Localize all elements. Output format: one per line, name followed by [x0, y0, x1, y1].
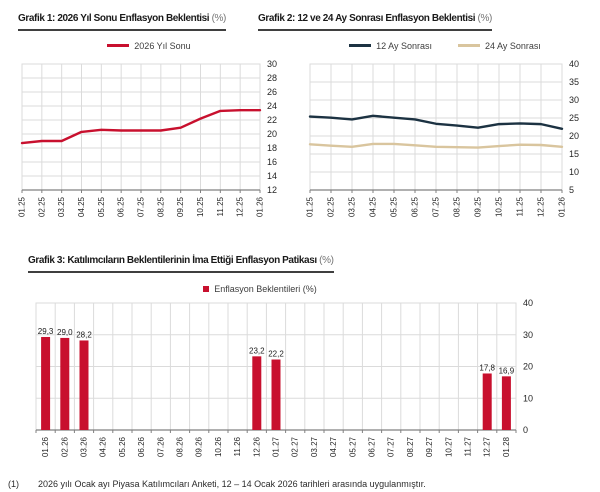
svg-text:09.25: 09.25	[473, 197, 483, 218]
svg-text:25: 25	[569, 113, 580, 124]
svg-text:28: 28	[267, 73, 278, 84]
svg-text:01.26: 01.26	[255, 197, 265, 218]
top-charts-row	[0, 0, 600, 224]
square-swatch-icon	[203, 286, 209, 292]
svg-text:20: 20	[523, 361, 534, 372]
chart2-canvas	[298, 54, 592, 224]
svg-text:05.26: 05.26	[117, 437, 127, 458]
svg-text:05.25: 05.25	[96, 197, 106, 218]
footnote-text: 2026 yılı Ocak ayı Piyasa Katılımcıları Anketi, 12 – 14 Ocak 2026 tarihleri arasında uygulanmıştır.	[38, 479, 426, 489]
svg-text:11.25: 11.25	[215, 197, 225, 217]
svg-text:10.27: 10.27	[444, 437, 454, 458]
svg-text:03.25: 03.25	[347, 197, 357, 218]
svg-text:5: 5	[569, 185, 575, 196]
svg-text:23,2: 23,2	[249, 346, 265, 356]
svg-text:20: 20	[267, 129, 278, 140]
legend-item-12-ay-sonrasi	[349, 41, 432, 51]
chart1-panel	[8, 8, 290, 224]
footnote-marker: (1)	[8, 479, 19, 489]
svg-text:07.27: 07.27	[386, 437, 396, 458]
chart3-title-percent: (%)	[319, 255, 334, 266]
svg-text:22,2: 22,2	[268, 349, 284, 359]
svg-text:17,8: 17,8	[479, 363, 495, 373]
svg-text:12.25: 12.25	[536, 197, 546, 218]
svg-text:07.25: 07.25	[431, 197, 441, 218]
svg-text:40: 40	[569, 59, 580, 70]
svg-text:40: 40	[523, 298, 534, 309]
chart2-legend	[298, 39, 592, 52]
svg-text:08.25: 08.25	[452, 197, 462, 218]
svg-text:02.26: 02.26	[60, 437, 70, 458]
svg-text:04.27: 04.27	[329, 437, 339, 458]
chart2-title-text: Grafik 2: 12 ve 24 Ay Sonrası Enflasyon Beklentisi	[258, 13, 476, 24]
svg-text:09.26: 09.26	[194, 437, 204, 458]
svg-text:28,2: 28,2	[76, 330, 92, 340]
svg-text:02.27: 02.27	[290, 437, 300, 458]
legend-item-2026-yil-sonu	[107, 41, 190, 51]
svg-text:12.25: 12.25	[235, 197, 245, 218]
svg-text:02.25: 02.25	[37, 197, 47, 218]
svg-text:0: 0	[523, 425, 529, 436]
chart1-title-percent: (%)	[211, 13, 226, 24]
line-swatch-icon	[458, 44, 480, 47]
svg-text:08.27: 08.27	[405, 437, 415, 458]
svg-text:15: 15	[569, 149, 580, 160]
line-swatch-icon	[349, 44, 371, 47]
svg-text:03.25: 03.25	[57, 197, 67, 218]
svg-text:06.25: 06.25	[410, 197, 420, 218]
legend-label-2026-yil-sonu: 2026 Yıl Sonu	[134, 40, 191, 51]
footnote	[8, 479, 600, 489]
svg-text:12.27: 12.27	[482, 437, 492, 458]
svg-text:10: 10	[569, 167, 580, 178]
svg-text:04.26: 04.26	[98, 437, 108, 458]
svg-text:29,3: 29,3	[37, 326, 54, 336]
svg-text:01.25: 01.25	[17, 197, 27, 218]
legend-item-24-ay-sonrasi	[458, 41, 541, 51]
svg-text:10.25: 10.25	[494, 197, 504, 218]
svg-text:12: 12	[267, 185, 278, 196]
svg-text:11.26: 11.26	[233, 437, 243, 457]
svg-text:10: 10	[523, 393, 534, 404]
svg-text:10.26: 10.26	[213, 437, 223, 458]
svg-text:06.27: 06.27	[367, 437, 377, 458]
svg-text:30: 30	[569, 95, 580, 106]
svg-text:29,0: 29,0	[57, 327, 73, 337]
svg-text:03.26: 03.26	[79, 437, 89, 458]
svg-text:05.27: 05.27	[348, 437, 358, 458]
svg-text:16,9: 16,9	[498, 366, 515, 376]
svg-text:22: 22	[267, 115, 278, 126]
chart1-title	[18, 13, 226, 31]
svg-text:07.26: 07.26	[156, 437, 166, 458]
svg-text:09.27: 09.27	[425, 437, 435, 458]
chart1-title-text: Grafik 1: 2026 Yıl Sonu Enflasyon Beklentisi	[18, 13, 210, 24]
svg-text:20: 20	[569, 131, 580, 142]
svg-text:04.25: 04.25	[77, 197, 86, 218]
svg-text:08.25: 08.25	[156, 197, 166, 218]
svg-text:06.26: 06.26	[137, 437, 147, 458]
svg-text:14: 14	[267, 171, 278, 182]
chart1-canvas	[8, 54, 288, 224]
legend-label-12-ay-sonrasi: 12 Ay Sonrası	[376, 40, 432, 51]
svg-text:12.26: 12.26	[252, 437, 262, 458]
svg-text:35: 35	[569, 77, 580, 88]
svg-text:01.27: 01.27	[271, 437, 281, 458]
svg-text:01.26: 01.26	[41, 437, 51, 458]
svg-text:26: 26	[267, 87, 278, 98]
svg-text:11.25: 11.25	[515, 197, 525, 217]
svg-text:24: 24	[267, 101, 278, 112]
legend-label-24-ay-sonrasi: 24 Ay Sonrası	[485, 40, 541, 51]
chart3-legend	[8, 282, 592, 295]
chart2-title	[258, 13, 492, 31]
svg-text:08.26: 08.26	[175, 437, 185, 458]
svg-text:18: 18	[267, 143, 278, 154]
chart3-title-text: Grafik 3: Katılımcıların Beklentilerinin İma Ettiği Enflasyon Patikası	[28, 255, 317, 266]
svg-text:04.25: 04.25	[368, 197, 378, 218]
svg-text:01.25: 01.25	[305, 197, 315, 218]
chart1-legend	[8, 39, 290, 52]
svg-text:30: 30	[267, 59, 278, 70]
svg-text:30: 30	[523, 329, 534, 340]
svg-text:06.25: 06.25	[116, 197, 126, 218]
svg-text:01.28: 01.28	[501, 437, 511, 458]
legend-item-enflasyon-beklentileri	[203, 284, 317, 294]
svg-text:10.25: 10.25	[196, 197, 205, 218]
legend-label-enflasyon-beklentileri: Enflasyon Beklentileri (%)	[214, 283, 317, 294]
chart2-title-percent: (%)	[477, 13, 492, 24]
chart3-panel	[0, 250, 600, 469]
svg-text:09.25: 09.25	[176, 197, 186, 218]
svg-text:11.27: 11.27	[463, 437, 473, 457]
svg-text:03.27: 03.27	[309, 437, 319, 458]
svg-text:01.26: 01.26	[557, 197, 567, 218]
svg-text:05.25: 05.25	[389, 197, 399, 218]
chart3-canvas	[8, 297, 592, 469]
chart3-title	[28, 255, 334, 273]
svg-text:16: 16	[267, 157, 278, 168]
svg-text:07.25: 07.25	[136, 197, 146, 218]
line-swatch-icon	[107, 44, 129, 47]
svg-text:02.25: 02.25	[326, 197, 336, 218]
